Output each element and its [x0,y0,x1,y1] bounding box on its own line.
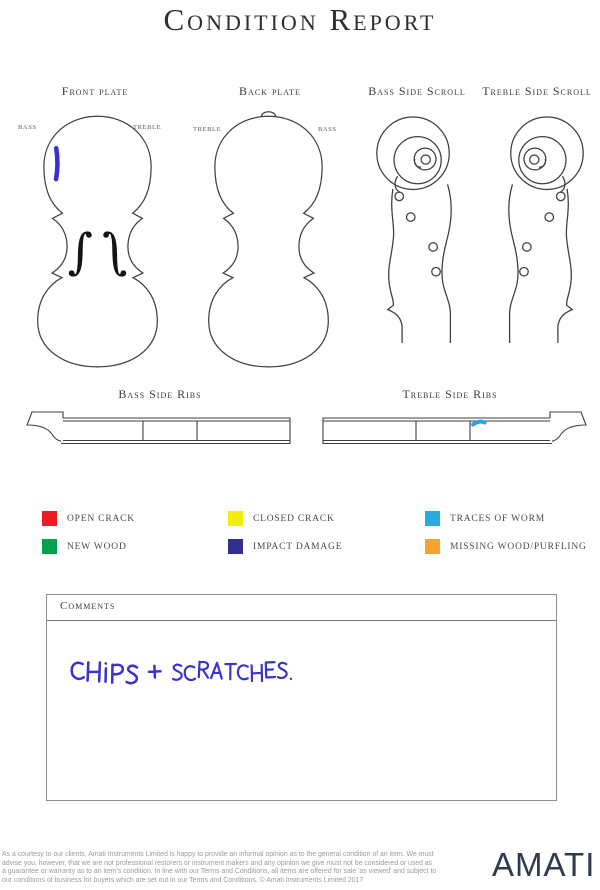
legend-item-impact-damage [228,539,342,554]
handwritten-glyph [184,666,195,680]
bass-scroll-label: Bass Side Scroll [368,84,466,98]
back-plate-bass-tag: BASS [318,126,337,133]
footer-line: a guarantee or warranty as to an item's condition. In line with our Terms and Conditions, all items are offered for sale 'as viewed' and subject to [2,868,437,876]
back-plate-treble-tag: TREBLE [193,126,222,133]
handwritten-glyph [252,665,262,681]
impact-damage-swatch [228,539,243,554]
handwritten-glyph [266,662,275,677]
handwritten-glyph [211,663,222,679]
legend-item-open-crack [42,511,135,526]
handwritten-glyph [199,662,209,678]
handwritten-glyph [149,666,161,678]
legend-item-new-wood [42,539,127,554]
legend-item-closed-crack [228,511,335,526]
new-wood-swatch [42,539,57,554]
legend-item-missing-wood [425,539,587,554]
bass-scroll-diagram [363,112,478,344]
bass-ribs-label: Bass Side Ribs [118,387,202,401]
back-plate-label: Back plate [239,84,301,98]
handwritten-glyph [225,664,236,680]
handwritten-glyph [105,663,107,681]
treble-scroll-diagram [482,112,597,344]
page-title: Condition Report [163,2,437,37]
legend-label: OPEN CRACK [67,513,135,524]
f-hole-bass: ∫ [67,223,93,280]
footer-disclaimer [2,851,462,886]
handwritten-glyph [127,666,137,684]
traces-of-worm-swatch [425,511,440,526]
comments-title: Comments [60,600,116,612]
front-plate-label: Front plate [61,84,129,98]
treble-ribs-diagram [316,402,588,446]
amati-logo: AMATI [492,846,596,883]
footer-line: As a courtesy to our clients, Amati Instruments Limited is happy to provide an informal opinion as to the general condition of an item. We must [2,851,434,858]
handwritten-glyph [172,664,181,679]
treble-scroll-label: Treble Side Scroll [482,84,592,98]
bass-ribs-diagram [25,402,297,446]
f-hole-treble: ∫ [102,223,128,280]
open-crack-swatch [42,511,57,526]
treble-ribs-label: Treble Side Ribs [402,387,498,401]
legend-label: IMPACT DAMAGE [253,541,343,552]
treble-ribs-ink-mark [473,422,485,425]
handwritten-glyph [71,662,84,679]
handwritten-comment [46,621,555,799]
missing-wood-swatch [425,539,440,554]
handwritten-glyph [278,663,287,678]
front-plate-bass-tag: BASS [18,124,37,131]
footer-line: our conditions of business for buyers which are set out in our Terms and Conditions. © Amati Instruments Limited 2017 [2,877,364,885]
legend-label: TRACES OF WORM [450,513,545,524]
handwritten-glyph [87,662,100,682]
legend-label: MISSING WOOD/PURFLING [450,541,587,552]
front-plate-treble-tag: TREBLE [133,124,162,131]
legend-label: NEW WOOD [67,541,127,552]
front-plate-ink-mark [56,148,57,179]
back-plate-diagram [186,109,351,369]
handwritten-glyph [238,665,248,679]
legend-item-traces-of-worm [425,511,545,526]
closed-crack-swatch [228,511,243,526]
comments-header [47,595,556,621]
footer-line: advise you, however, that we are not professional restorers or instrument makers and any opinion we give must not be considered or used as [2,859,433,867]
front-plate-diagram [15,111,180,369]
handwritten-glyph [112,665,123,683]
legend-label: CLOSED CRACK [253,513,335,524]
